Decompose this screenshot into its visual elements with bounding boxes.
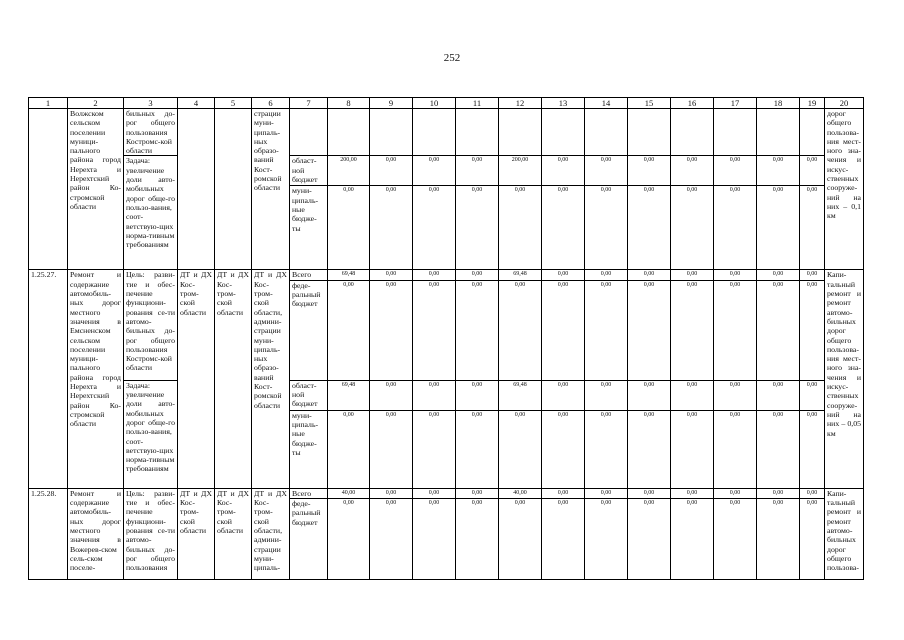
- funding-value: 0,00: [671, 156, 714, 186]
- funding-value: 0,00: [800, 499, 825, 580]
- funding-value: 0,00: [542, 410, 585, 488]
- funding-value: 0,00: [542, 156, 585, 186]
- column-number: 15: [628, 98, 671, 109]
- table-row: [29, 109, 864, 156]
- table-row: [29, 270, 864, 280]
- executor-cell: [215, 109, 252, 270]
- funding-value: 0,00: [413, 280, 456, 380]
- funding-value: 0,00: [628, 499, 671, 580]
- funding-source: феде-ральный бюджет: [290, 499, 328, 580]
- funding-value: 0,00: [542, 499, 585, 580]
- expected-result: Капи-тальный ремонт и ремонт автомо-бильных дорог общего пользова-: [825, 488, 864, 579]
- funding-value: 200,00: [328, 156, 370, 186]
- column-number: 18: [757, 98, 800, 109]
- expected-result: дорог общего пользова-ния мест-ного зна-чения и искус-ственных сооруже-ний на них – 0,1 км: [825, 109, 864, 270]
- funding-value: [413, 109, 456, 156]
- funding-value: 0,00: [413, 380, 456, 410]
- funding-value: 0,00: [370, 156, 413, 186]
- funding-value: 0,00: [413, 156, 456, 186]
- funding-value: 69,48: [328, 380, 370, 410]
- funding-value: 0,00: [370, 270, 413, 280]
- funding-value: 0,00: [456, 410, 499, 488]
- measure-id: [29, 109, 68, 270]
- funding-value: 0,00: [671, 186, 714, 270]
- funding-value: 0,00: [542, 186, 585, 270]
- funding-source: област-ной бюджет: [290, 156, 328, 186]
- funding-value: 0,00: [628, 280, 671, 380]
- funding-value: 0,00: [499, 499, 542, 580]
- funding-value: 0,00: [671, 380, 714, 410]
- funding-value: 0,00: [757, 270, 800, 280]
- funding-value: 69,48: [499, 270, 542, 280]
- funding-value: 0,00: [800, 488, 825, 498]
- funding-value: 0,00: [585, 186, 628, 270]
- funding-value: 0,00: [456, 499, 499, 580]
- funding-value: 0,00: [671, 499, 714, 580]
- funding-value: 0,00: [800, 410, 825, 488]
- column-number: 13: [542, 98, 585, 109]
- funding-value: [370, 109, 413, 156]
- funding-source: феде-ральный бюджет: [290, 280, 328, 380]
- funding-value: 0,00: [413, 186, 456, 270]
- funding-value: 0,00: [714, 380, 757, 410]
- funding-source: [290, 109, 328, 156]
- funding-value: 0,00: [456, 280, 499, 380]
- funding-value: 0,00: [757, 499, 800, 580]
- measure-goal: Цель: разви-тие и обес-печение функциони-рования се-ти автомо-бильных до-рог общего пользования Костромс-кой области: [124, 270, 178, 380]
- funding-value: 0,00: [370, 186, 413, 270]
- funding-value: 0,00: [585, 156, 628, 186]
- funding-value: 0,00: [585, 270, 628, 280]
- funding-value: 0,00: [671, 280, 714, 380]
- funding-value: 0,00: [757, 410, 800, 488]
- funding-value: 0,00: [413, 499, 456, 580]
- measure-task: Задача: увеличение доли авто-мобильных дорог обще-го пользо-вания, соот-ветствую-щих норма-тивным требованиям: [124, 156, 178, 270]
- funding-value: 0,00: [370, 499, 413, 580]
- funding-value: 69,48: [499, 380, 542, 410]
- funding-value: 0,00: [757, 186, 800, 270]
- column-number: 4: [178, 98, 215, 109]
- column-number: 3: [124, 98, 178, 109]
- funding-value: 0,00: [328, 410, 370, 488]
- column-number: 5: [215, 98, 252, 109]
- funding-value: 0,00: [542, 488, 585, 498]
- funding-value: [628, 109, 671, 156]
- funding-value: [757, 109, 800, 156]
- funding-value: 0,00: [542, 280, 585, 380]
- measure-name: Волжском сельском поселении муници-пального района город Нерехта и Нерехтский район Ко-стромской области: [68, 109, 124, 270]
- column-number: 11: [456, 98, 499, 109]
- funding-value: 0,00: [628, 380, 671, 410]
- funding-value: 0,00: [714, 280, 757, 380]
- column-number: 8: [328, 98, 370, 109]
- funding-value: 0,00: [328, 186, 370, 270]
- funding-value: 0,00: [585, 410, 628, 488]
- funding-value: 0,00: [413, 410, 456, 488]
- table-row: [29, 380, 864, 410]
- executor-cell: ДТ и ДХ Кос-тром-ской области, админи-страции муни-ципаль-ных образо-ваний Кост-ромской области: [252, 270, 290, 488]
- funding-value: 0,00: [800, 156, 825, 186]
- funding-value: 0,00: [585, 499, 628, 580]
- funding-value: 69,48: [328, 270, 370, 280]
- funding-value: 0,00: [542, 380, 585, 410]
- funding-value: [800, 109, 825, 156]
- funding-value: 200,00: [499, 156, 542, 186]
- funding-value: 0,00: [456, 186, 499, 270]
- funding-value: 0,00: [328, 280, 370, 380]
- funding-value: 0,00: [542, 270, 585, 280]
- funding-value: 0,00: [499, 280, 542, 380]
- funding-value: [714, 109, 757, 156]
- column-number: 9: [370, 98, 413, 109]
- funding-value: 0,00: [370, 380, 413, 410]
- funding-source: Всего: [290, 488, 328, 498]
- column-number: 12: [499, 98, 542, 109]
- measure-goal: бильных до-рог общего пользования Костромс-кой области: [124, 109, 178, 156]
- funding-value: [585, 109, 628, 156]
- funding-value: 40,00: [328, 488, 370, 498]
- funding-value: 0,00: [370, 410, 413, 488]
- column-number: 2: [68, 98, 124, 109]
- funding-value: 0,00: [671, 410, 714, 488]
- executor-cell: ДТ и ДХ Кос-тром-ской области: [215, 270, 252, 488]
- funding-value: [671, 109, 714, 156]
- column-number-row: [29, 98, 864, 109]
- measure-name: Ремонт и содержание автомобиль-ных дорог местного значения в Емсненском сельском поселении муници-пального района город Нерехта и Нерехтский район Ко-стромской области: [68, 270, 124, 488]
- executor-cell: ДТ и ДХ Кос-тром-ской области, админи-страции муни-ципаль-: [252, 488, 290, 579]
- funding-value: 0,00: [714, 410, 757, 488]
- funding-value: [328, 109, 370, 156]
- funding-value: 0,00: [800, 186, 825, 270]
- funding-value: 0,00: [499, 186, 542, 270]
- executor-cell: [178, 109, 215, 270]
- funding-value: [499, 109, 542, 156]
- measure-goal: Цель: разви-тие и обес-печение функциони-рования се-ти автомо-бильных до-рог общего пользования: [124, 488, 178, 579]
- funding-value: 0,00: [456, 380, 499, 410]
- funding-value: 0,00: [456, 488, 499, 498]
- executor-cell: ДТ и ДХ Кос-тром-ской области: [178, 270, 215, 488]
- funding-value: 40,00: [499, 488, 542, 498]
- funding-value: 0,00: [585, 280, 628, 380]
- funding-value: 0,00: [757, 488, 800, 498]
- page-number: 252: [443, 52, 461, 64]
- funding-value: 0,00: [714, 156, 757, 186]
- expected-result: Капи-тальный ремонт и ремонт автомо-бильных дорог общего пользова-ния мест-ного зна-чения и искус-ственных сооруже-ний на них – 0,05 км: [825, 270, 864, 488]
- funding-source: муни-ципаль-ные бюдже-ты: [290, 186, 328, 270]
- executor-cell: ДТ и ДХ Кос-тром-ской области: [178, 488, 215, 579]
- measure-task: Задача: увеличение доли авто-мобильных дорог обще-го пользо-вания, соот-ветствую-щих норма-тивным требованиям: [124, 380, 178, 488]
- funding-value: 0,00: [628, 488, 671, 498]
- column-number: 10: [413, 98, 456, 109]
- column-number: 17: [714, 98, 757, 109]
- funding-value: 0,00: [800, 280, 825, 380]
- funding-value: 0,00: [585, 488, 628, 498]
- column-number: 19: [800, 98, 825, 109]
- table-body: [29, 109, 864, 580]
- funding-source: муни-ципаль-ные бюдже-ты: [290, 410, 328, 488]
- funding-value: [542, 109, 585, 156]
- funding-value: 0,00: [585, 380, 628, 410]
- measure-id: 1.25.28.: [29, 488, 68, 579]
- funding-value: 0,00: [757, 156, 800, 186]
- funding-value: 0,00: [757, 280, 800, 380]
- funding-value: 0,00: [628, 270, 671, 280]
- column-number: 20: [825, 98, 864, 109]
- funding-value: 0,00: [628, 156, 671, 186]
- funding-value: 0,00: [714, 270, 757, 280]
- table-row: [29, 488, 864, 498]
- funding-source: област-ной бюджет: [290, 380, 328, 410]
- funding-value: 0,00: [370, 488, 413, 498]
- funding-value: 0,00: [413, 270, 456, 280]
- funding-value: 0,00: [328, 499, 370, 580]
- funding-value: 0,00: [628, 410, 671, 488]
- table-row: [29, 156, 864, 186]
- funding-source: Всего: [290, 270, 328, 280]
- funding-value: 0,00: [413, 488, 456, 498]
- executor-cell: ДТ и ДХ Кос-тром-ской области: [215, 488, 252, 579]
- column-number: 6: [252, 98, 290, 109]
- measure-id: 1.25.27.: [29, 270, 68, 488]
- funding-value: 0,00: [714, 499, 757, 580]
- column-number: 1: [29, 98, 68, 109]
- funding-value: 0,00: [671, 270, 714, 280]
- funding-value: 0,00: [370, 280, 413, 380]
- funding-value: 0,00: [714, 488, 757, 498]
- column-number: 14: [585, 98, 628, 109]
- funding-value: 0,00: [499, 410, 542, 488]
- funding-value: 0,00: [757, 380, 800, 410]
- column-number: 16: [671, 98, 714, 109]
- funding-value: 0,00: [628, 186, 671, 270]
- funding-value: 0,00: [714, 186, 757, 270]
- funding-value: 0,00: [671, 488, 714, 498]
- funding-value: 0,00: [456, 270, 499, 280]
- funding-value: 0,00: [800, 380, 825, 410]
- measure-name: Ремонт и содержание автомобиль-ных дорог местного значения в Вожерев-ском сель-ском поселе-: [68, 488, 124, 579]
- funding-value: 0,00: [800, 270, 825, 280]
- funding-value: 0,00: [456, 156, 499, 186]
- program-table: [28, 97, 864, 580]
- column-number: 7: [290, 98, 328, 109]
- funding-value: [456, 109, 499, 156]
- executor-cell: страции муни-ципаль-ных образо-ваний Кост-ромской области: [252, 109, 290, 270]
